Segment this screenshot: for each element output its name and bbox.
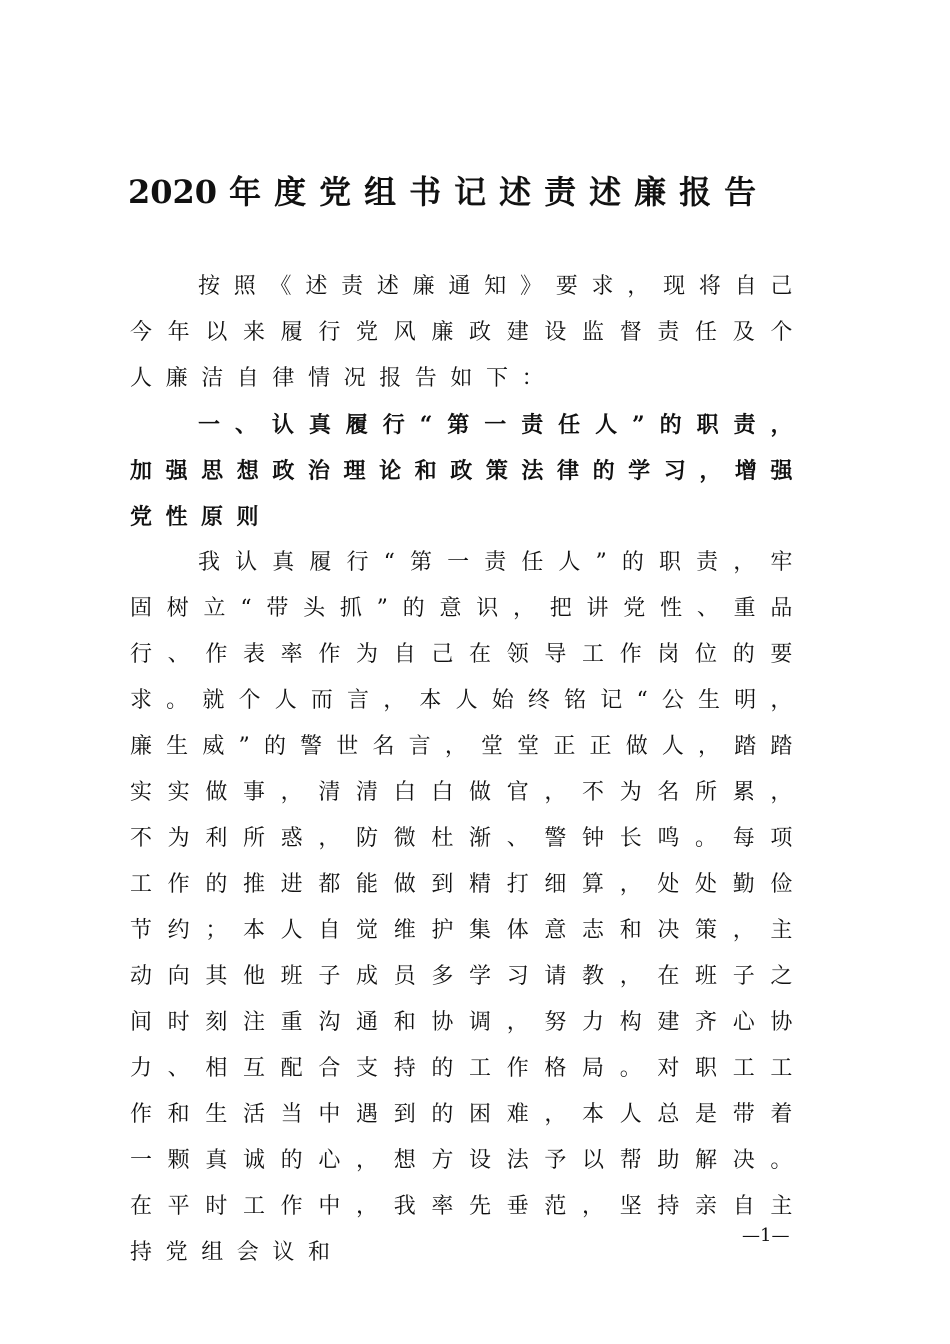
document-body bbox=[130, 264, 806, 1276]
section-heading-1: 一、认真履行“第一责任人”的职责，加强思想政治理论和政策法律的学习，增强党性原则 bbox=[130, 412, 806, 530]
body-paragraph-1: 我认真履行“第一责任人”的职责，牢固树立“带头抓”的意识，把讲党性、重品行、作表率作为自己在领导工作岗位的要求。就个人而言，本人始终铭记“公生明，廉生威”的警世名言，堂堂正正做人，踏踏实实做事，清清白白做官，不为名所累，不为利所惑，防微杜渐、警钟长鸣。每项工作的推进都能做到精打细算，处处勤俭节约；本人自觉维护集体意志和决策，主动向其他班子成员多学习请教，在班子之间时刻注重沟通和协调，努力构建齐心协力、相互配合支持的工作格局。对职工工作和生活当中遇到的困难，本人总是带着一颗真诚的心，想方设法予以帮助解决。在平时工作中，我率先垂范，坚持亲自主持党组会议和 bbox=[130, 550, 806, 1265]
intro-paragraph: 按照《述责述廉通知》要求，现将自己今年以来履行党风廉政建设监督责任及个人廉洁自律情况报告如下： bbox=[130, 274, 806, 391]
document-title bbox=[128, 168, 818, 216]
title-year: 2020 bbox=[128, 173, 218, 211]
page-number: —1— bbox=[742, 1225, 790, 1246]
title-text: 年度党组书记述责述廉报告 bbox=[229, 173, 770, 211]
